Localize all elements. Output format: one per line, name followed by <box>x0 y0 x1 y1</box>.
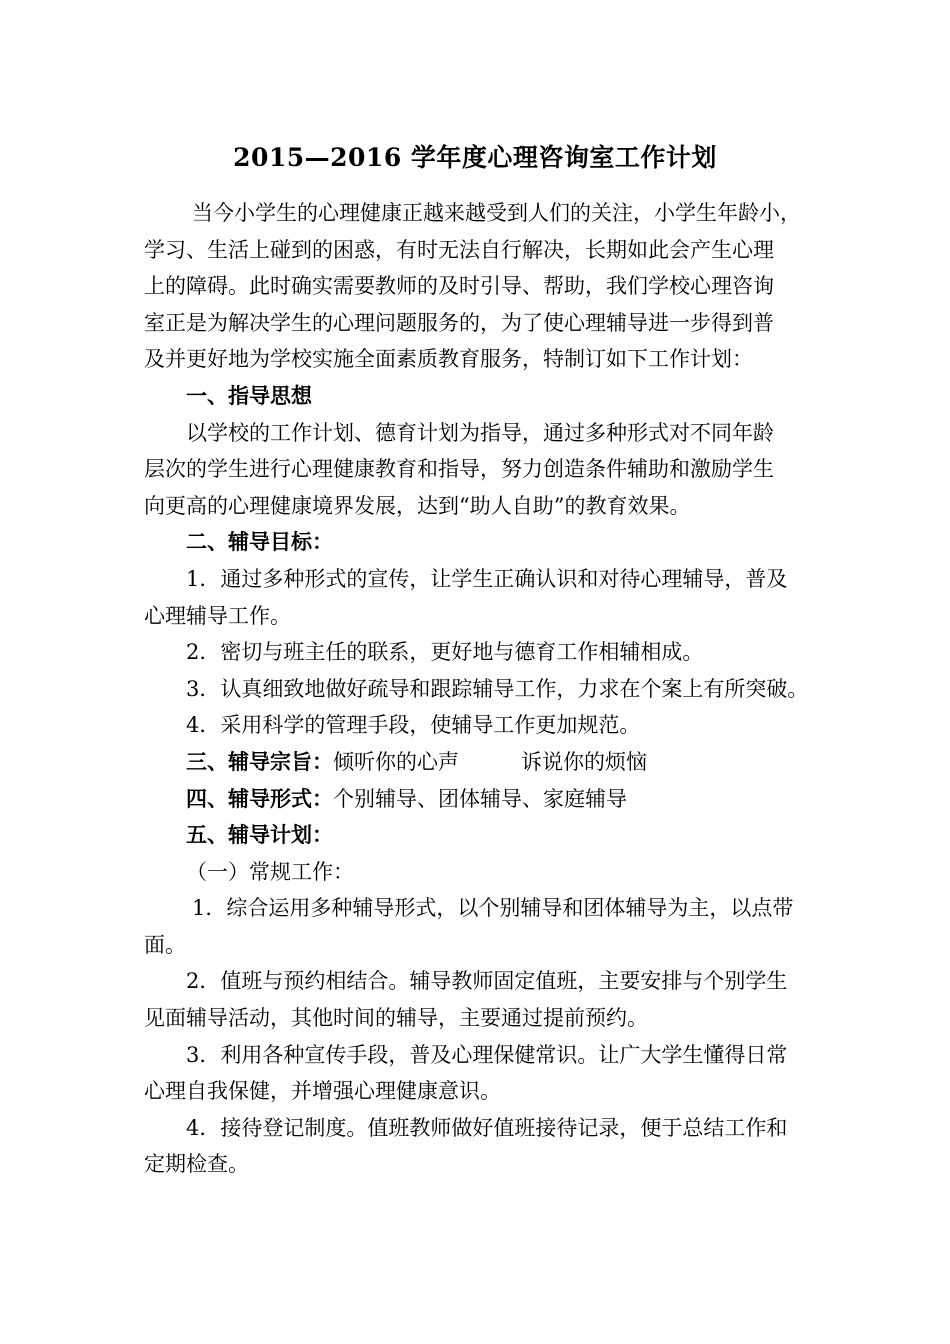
intro-line: 室正是为解决学生的心理问题服务的，为了使心理辅导进一步得到普 <box>144 310 774 335</box>
goal-item: 1．通过多种形式的宣传，让学生正确认识和对待心理辅导，普及 <box>186 566 788 591</box>
intro-line: 当今小学生的心理健康正越来越受到人们的关注，小学生年龄小， <box>192 201 801 225</box>
purpose-text-a: 倾听你的心声 <box>333 749 459 774</box>
plan-item: 见面辅导活动，其他时间的辅导，主要通过提前预约。 <box>144 1006 648 1031</box>
plan-item: 4．接待登记制度。值班教师做好值班接待记录，便于总结工作和 <box>186 1115 788 1140</box>
section-heading-guiding-thought: 一、指导思想 <box>186 382 312 408</box>
section-heading-goals: 二、辅导目标： <box>186 529 333 555</box>
section-heading-purpose: 三、辅导宗旨： <box>186 748 333 774</box>
plan-item: 1．综合运用多种辅导形式，以个别辅导和团体辅导为主，以点带 <box>192 896 794 921</box>
section-heading-plan: 五、辅导计划： <box>186 822 333 848</box>
section-form-row <box>144 781 834 818</box>
section1-line: 以学校的工作计划、德育计划为指导，通过多种形式对不同年龄 <box>186 420 774 445</box>
goal-item: 2．密切与班主任的联系，更好地与德育工作相辅相成。 <box>186 640 704 665</box>
document-body <box>144 195 834 1183</box>
goal-item: 3．认真细致地做好疏导和跟踪辅导工作，力求在个案上有所突破。 <box>186 676 809 701</box>
form-text: 个别辅导、团体辅导、家庭辅导 <box>333 786 627 811</box>
intro-line: 上的障碍。此时确实需要教师的及时引导、帮助，我们学校心理咨询 <box>144 274 774 299</box>
section-heading-form: 四、辅导形式： <box>186 785 333 811</box>
section1-line: 向更高的心理健康境界发展，达到“助人自助”的教育效果。 <box>144 493 691 518</box>
intro-line: 学习、生活上碰到的困惑，有时无法自行解决，长期如此会产生心理 <box>144 237 774 262</box>
section-purpose-row <box>144 744 834 781</box>
intro-line: 及并更好地为学校实施全面素质教育服务，特制订如下工作计划： <box>144 347 753 372</box>
plan-item: 面。 <box>144 932 186 957</box>
section1-line: 层次的学生进行心理健康教育和指导，努力创造条件辅助和激励学生 <box>144 457 774 482</box>
plan-item: 定期检查。 <box>144 1152 249 1177</box>
plan-item: 3．利用各种宣传手段，普及心理保健常识。让广大学生懂得日常 <box>186 1042 788 1067</box>
goal-item: 心理辅导工作。 <box>144 603 291 628</box>
plan-subheading: （一）常规工作： <box>186 859 354 884</box>
plan-item: 心理自我保健，并增强心理健康意识。 <box>144 1079 501 1104</box>
goal-item: 4．采用科学的管理手段，使辅导工作更加规范。 <box>186 713 641 738</box>
plan-item: 2．值班与预约相结合。辅导教师固定值班，主要安排与个别学生 <box>186 969 788 994</box>
document-title: 2015—2016 学年度心理咨询室工作计划 <box>233 143 717 172</box>
purpose-text-b: 诉说你的烦恼 <box>521 749 647 774</box>
